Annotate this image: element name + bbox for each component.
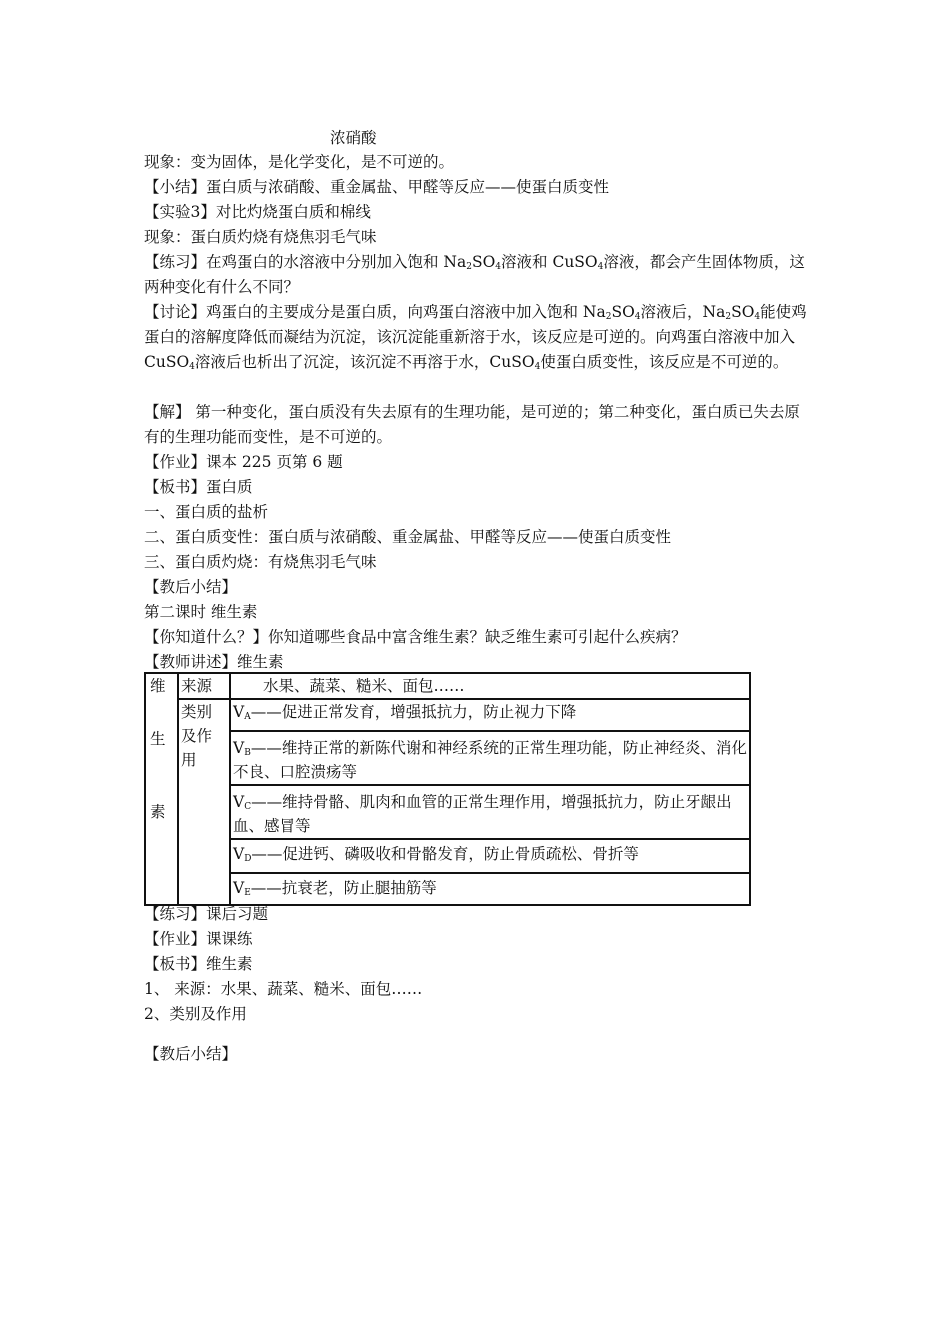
table-row [145, 673, 750, 699]
exercise-paragraph [144, 250, 809, 300]
text-run: V [233, 703, 245, 721]
source-label-cell: 来源 [178, 673, 230, 699]
text-line: 【教后小结】 [144, 1045, 238, 1063]
subscript: 4 [189, 362, 195, 372]
vitamin-a-cell [230, 699, 750, 731]
text-run: V [233, 739, 245, 757]
subscript: 4 [534, 362, 541, 372]
text-line: 【作业】课课练 [144, 930, 253, 948]
text-run: SO [471, 253, 496, 271]
text-run: V [233, 793, 245, 811]
text-run: 溶液后，Na [640, 303, 726, 321]
text-line: 【实验3】对比灼烧蛋白质和棉线 [144, 203, 371, 221]
discussion-paragraph [144, 300, 809, 375]
text-line: 【教师讲述】维生素 [144, 653, 284, 671]
vitamin-table [144, 672, 751, 906]
subscript: C [244, 802, 252, 812]
text-line: 浓硝酸 [330, 129, 377, 147]
text-line: 【小结】蛋白质与浓硝酸、重金属盐、甲醛等反应——使蛋白质变性 [144, 178, 610, 196]
text-run: 【讨论】鸡蛋白的主要成分是蛋白质，向鸡蛋白溶液中加入饱和 Na [144, 303, 606, 321]
section-heading: 第二课时 维生素 [144, 603, 258, 621]
answer-paragraph: 【解】 第一种变化，蛋白质没有失去原有的生理功能，是可逆的；第二种变化，蛋白质已失去原有的生理功能而变性，是不可逆的。 [144, 403, 800, 446]
vitamin-d-cell [230, 839, 750, 873]
text-run: ——抗衰老，防止腿抽筋等 [250, 879, 437, 897]
subscript: E [244, 888, 251, 898]
text-run: ——促进正常发育，增强抵抗力，防止视力下降 [250, 703, 577, 721]
text-run: 溶液后也析出了沉淀，该沉淀不再溶于水，CuSO [194, 353, 535, 371]
subscript: A [244, 712, 251, 722]
category-label-cell [178, 699, 230, 905]
cell-char: 维 [150, 677, 166, 695]
cell-text: 及作 [181, 727, 213, 745]
text-run: V [233, 879, 245, 897]
subscript: 4 [754, 312, 761, 322]
text-run: SO [731, 303, 755, 321]
text-line: 1、 来源：水果、蔬菜、糙米、面包…… [144, 980, 423, 998]
text-line: 【板书】蛋白质 [144, 478, 253, 496]
text-line: 一、蛋白质的盐析 [144, 503, 269, 521]
subscript: 2 [605, 312, 612, 322]
subscript: 4 [495, 262, 502, 272]
table-row [145, 699, 750, 731]
text-line: 现象：蛋白质灼烧有烧焦羽毛气味 [144, 228, 377, 246]
table-row [145, 731, 750, 785]
source-value-cell: 水果、蔬菜、糙米、面包…… [230, 673, 750, 699]
text-line: 现象：变为固体，是化学变化，是不可逆的。 [144, 153, 455, 171]
text-run: ——促进钙、磷吸收和骨骼发育，防止骨质疏松、骨折等 [251, 845, 639, 863]
cell-text: 用 [181, 751, 197, 769]
text-line: 【练习】课后习题 [144, 905, 269, 923]
text-run: 溶液，都会产生固体物质，这两种变化有什么不同？ [144, 253, 805, 296]
subscript: D [244, 854, 252, 864]
cell-char: 生 [150, 730, 166, 748]
text-run: 溶液和 CuSO [501, 253, 598, 271]
cell-char: 素 [150, 803, 166, 821]
subscript: 4 [634, 312, 641, 322]
text-line: 【作业】课本 225 页第 6 题 [144, 453, 343, 471]
text-run: ——维持正常的新陈代谢和神经系统的正常生理功能，防止神经炎、消化不良、口腔溃疡等 [233, 739, 747, 781]
text-run: 【练习】在鸡蛋白的水溶液中分别加入饱和 Na [144, 253, 467, 271]
subscript: 2 [725, 312, 732, 322]
text-line: 2、类别及作用 [144, 1005, 247, 1023]
cell-text: 类别 [181, 703, 213, 721]
text-run: 使蛋白质变性，该反应是不可逆的。 [540, 353, 789, 371]
text-run: V [233, 845, 245, 863]
text-line: 【教后小结】 [144, 578, 238, 596]
text-run: ——维持骨骼、肌肉和血管的正常生理作用，增强抵抗力，防止牙龈出血、感冒等 [233, 793, 732, 835]
table-row [145, 785, 750, 839]
vitamin-label-cell [145, 673, 178, 905]
subscript: 2 [466, 262, 472, 272]
text-line: 【板书】维生素 [144, 955, 253, 973]
vitamin-b-cell [230, 731, 750, 785]
text-line: 二、蛋白质变性：蛋白质与浓硝酸、重金属盐、甲醛等反应——使蛋白质变性 [144, 528, 672, 546]
text-line: 【你知道什么？】你知道哪些食品中富含维生素？缺乏维生素可引起什么疾病？ [144, 628, 687, 646]
vitamin-c-cell [230, 785, 750, 839]
table-row [145, 839, 750, 873]
table-row [145, 873, 750, 905]
vitamin-e-cell [230, 873, 750, 905]
text-run: SO [611, 303, 635, 321]
text-line: 三、蛋白质灼烧：有烧焦羽毛气味 [144, 553, 377, 571]
subscript: B [244, 748, 251, 758]
subscript: 4 [597, 262, 604, 272]
text-run: 能使鸡蛋白的溶解度降低而凝结为沉淀，该沉淀能重新溶于水，该反应是可逆的。向鸡蛋白溶液中加入 CuSO [144, 303, 807, 371]
